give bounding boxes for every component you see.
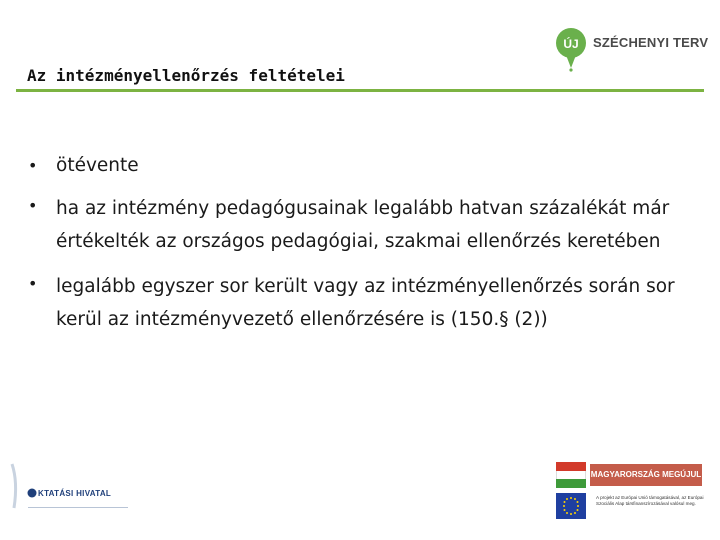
bullet-dot: • xyxy=(28,274,38,293)
szechenyi-terv-text: SZÉCHENYI TERV xyxy=(593,35,709,50)
oktatasi-hivatal-logo xyxy=(8,462,128,512)
logo-divider xyxy=(28,507,128,508)
oktatasi-hivatal-emblem-icon xyxy=(8,462,38,512)
magyarorszag-megujul-logo xyxy=(556,462,706,520)
bullet-text: ötévente xyxy=(56,155,139,176)
bullet-list xyxy=(28,152,698,348)
szechenyi-terv-logo xyxy=(555,26,709,72)
bullet-dot: • xyxy=(28,156,38,175)
page-title: Az intézményellenőrzés feltételei xyxy=(27,66,345,85)
bullet-dot: • xyxy=(28,196,38,215)
title-underline xyxy=(16,89,704,92)
bullet-text: ha az intézmény pedagógusainak legalább hatvan százalékát már értékelték az országos pedagógiai, szakmai ellenőrzés keretében xyxy=(56,198,670,252)
eu-flag-icon xyxy=(556,493,586,519)
list-item xyxy=(28,192,698,258)
list-item xyxy=(28,152,698,180)
bullet-text: legalább egyszer sor került vagy az intézményellenőrzés során sor kerül az intézményvezető ellenőrzésére is (150.§ (2)) xyxy=(56,276,675,330)
list-item xyxy=(28,270,698,336)
szechenyi-pin-icon xyxy=(555,26,589,72)
eu-support-text: A projekt az Európai Unió támogatásával, az Európai Szociális Alap társfinanszírozásával valósul meg. xyxy=(596,495,704,506)
oktatasi-hivatal-text: KTATÁSI HIVATAL xyxy=(38,489,112,498)
hungarian-flag-icon xyxy=(556,462,586,488)
uj-badge-text: ÚJ xyxy=(563,37,579,51)
megujul-banner: MAGYARORSZÁG MEGÚJUL xyxy=(590,464,702,486)
